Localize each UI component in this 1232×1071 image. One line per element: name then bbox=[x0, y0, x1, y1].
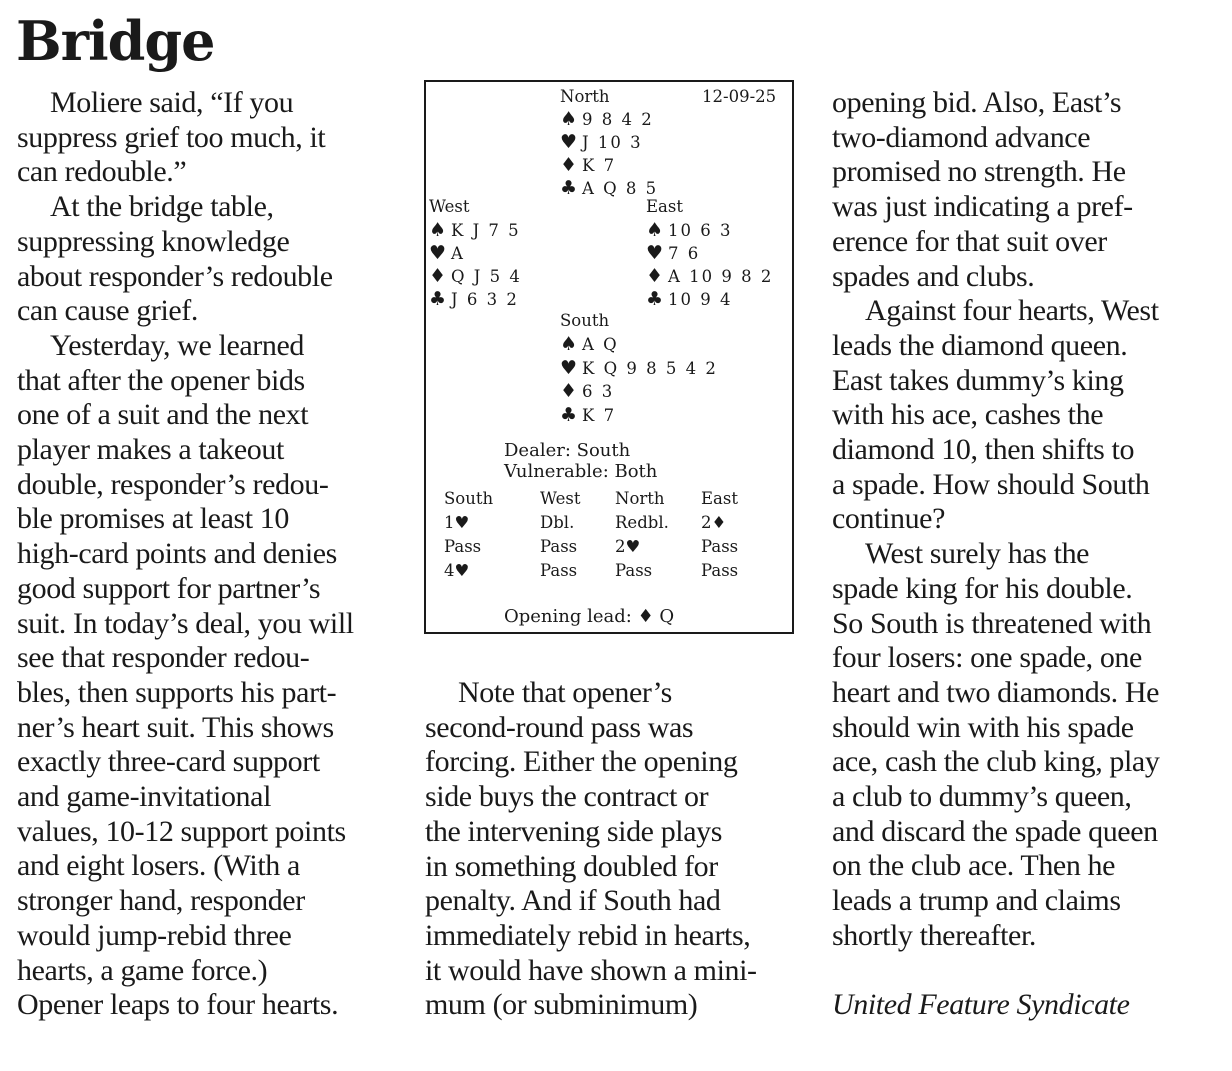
text-line: Note that opener’s bbox=[458, 676, 672, 709]
text-line: At the bridge table, bbox=[50, 190, 274, 224]
auction-bid: 2♦ bbox=[701, 513, 727, 532]
text-line: opening bid. Also, East’s bbox=[832, 86, 1122, 119]
text-line: it would have shown a mini- bbox=[425, 953, 757, 987]
auction-bid: 2♥ bbox=[615, 537, 641, 556]
text-line: leads a trump and claims bbox=[832, 884, 1121, 918]
text-line: can cause grief. bbox=[17, 294, 198, 328]
auction-bid: Pass bbox=[540, 537, 578, 556]
heart-icon: ♥ bbox=[429, 242, 447, 264]
spade-icon: ♠ bbox=[429, 219, 447, 241]
text-line: Opener leaps to four hearts. bbox=[17, 988, 339, 1022]
text-line: penalty. And if South had bbox=[425, 884, 721, 918]
auction-bid: Pass bbox=[444, 537, 482, 556]
text-line: in something doubled for bbox=[425, 849, 718, 883]
text-line: shortly thereafter. bbox=[832, 918, 1036, 952]
vulnerable-info: Vulnerable: Both bbox=[504, 461, 658, 482]
text-line: leads the diamond queen. bbox=[832, 328, 1128, 362]
text-line: one of a suit and the next bbox=[17, 398, 309, 432]
north-spades: ♠ 9 8 4 2 bbox=[560, 108, 654, 130]
text-line: bles, then supports his part- bbox=[17, 675, 337, 709]
diamond-icon: ♦ bbox=[429, 265, 447, 287]
east-diamonds: ♦ A 10 9 8 2 bbox=[646, 265, 774, 287]
text-line: about responder’s redouble bbox=[17, 259, 333, 293]
text-line: two-diamond advance bbox=[832, 120, 1091, 154]
auction-header: South bbox=[444, 489, 494, 508]
text-line: immediately rebid in hearts, bbox=[425, 918, 751, 952]
east-hearts: ♥ 7 6 bbox=[646, 242, 701, 264]
club-icon: ♣ bbox=[646, 288, 664, 310]
auction-bid: Dbl. bbox=[540, 513, 575, 532]
article-column-1 bbox=[17, 86, 407, 1023]
north-clubs: ♣ A Q 8 5 bbox=[560, 177, 659, 199]
text-line: and game-invitational bbox=[17, 780, 272, 814]
spade-icon: ♠ bbox=[560, 108, 578, 130]
text-line: forcing. Either the opening bbox=[425, 745, 738, 779]
text-line: exactly three-card support bbox=[17, 745, 320, 779]
text-line: diamond 10, then shifts to bbox=[832, 433, 1135, 467]
east-spades: ♠ 10 6 3 bbox=[646, 219, 733, 241]
north-hearts: ♥ J 10 3 bbox=[560, 131, 643, 153]
text-line: spades and clubs. bbox=[832, 259, 1035, 293]
auction-bid: Pass bbox=[615, 561, 653, 580]
text-line: suppress grief too much, it bbox=[17, 120, 326, 154]
auction-bid: 4♥ bbox=[444, 561, 470, 580]
east-label: East bbox=[646, 197, 683, 216]
south-diamonds: ♦ 6 3 bbox=[560, 380, 615, 402]
south-hearts: ♥ K Q 9 8 5 4 2 bbox=[560, 357, 718, 379]
south-label: South bbox=[560, 311, 610, 330]
spade-icon: ♠ bbox=[560, 333, 578, 355]
north-label: North bbox=[560, 87, 610, 106]
text-line: East takes dummy’s king bbox=[832, 363, 1124, 397]
east-clubs: ♣ 10 9 4 bbox=[646, 288, 733, 310]
text-line: and discard the spade queen bbox=[832, 814, 1158, 848]
south-spades: ♠ A Q bbox=[560, 333, 619, 355]
text-line: a spade. How should South bbox=[832, 467, 1150, 501]
text-line: on the club ace. Then he bbox=[832, 849, 1116, 883]
article-column-2 bbox=[425, 676, 815, 1023]
text-line: a club to dummy’s queen, bbox=[832, 780, 1132, 814]
text-line: that after the opener bids bbox=[17, 363, 305, 397]
text-line: stronger hand, responder bbox=[17, 884, 305, 918]
text-line: hearts, a game force.) bbox=[17, 953, 268, 987]
text-line: heart and two diamonds. He bbox=[832, 675, 1160, 709]
deal-date: 12-09-25 bbox=[702, 87, 777, 106]
text-line: second-round pass was bbox=[425, 710, 694, 744]
text-line: ner’s heart suit. This shows bbox=[17, 710, 334, 744]
bridge-deal-diagram bbox=[424, 80, 794, 634]
spade-icon: ♠ bbox=[646, 219, 664, 241]
auction-bid: Pass bbox=[701, 537, 739, 556]
auction-bid: Redbl. bbox=[615, 513, 669, 532]
text-line: double, responder’s redou- bbox=[17, 467, 329, 501]
text-line: high-card points and denies bbox=[17, 537, 337, 571]
auction-header: East bbox=[701, 489, 738, 508]
auction-header: North bbox=[615, 489, 665, 508]
south-clubs: ♣ K 7 bbox=[560, 404, 617, 426]
dealer-info: Dealer: South bbox=[504, 440, 631, 461]
west-label: West bbox=[429, 197, 470, 216]
page-title: Bridge bbox=[16, 9, 215, 73]
text-line: erence for that suit over bbox=[832, 224, 1107, 258]
west-diamonds: ♦ Q J 5 4 bbox=[429, 265, 522, 287]
text-line: player makes a takeout bbox=[17, 433, 284, 467]
club-icon: ♣ bbox=[429, 288, 447, 310]
text-line: spade king for his double. bbox=[832, 571, 1133, 605]
text-line: would jump-rebid three bbox=[17, 918, 292, 952]
text-line: Yesterday, we learned bbox=[50, 328, 305, 362]
text-line: see that responder redou- bbox=[17, 641, 310, 675]
club-icon: ♣ bbox=[560, 404, 578, 426]
diamond-icon: ♦ bbox=[560, 154, 578, 176]
text-line: mum (or subminimum) bbox=[425, 988, 698, 1022]
north-diamonds: ♦ K 7 bbox=[560, 154, 617, 176]
heart-icon: ♥ bbox=[646, 242, 664, 264]
text-line: can redouble.” bbox=[17, 155, 187, 189]
text-line: continue? bbox=[832, 502, 946, 536]
text-line: Against four hearts, West bbox=[865, 294, 1159, 328]
text-line: suppressing knowledge bbox=[17, 224, 290, 258]
text-line: with his ace, cashes the bbox=[832, 398, 1104, 432]
auction-bid: Pass bbox=[701, 561, 739, 580]
text-line: ace, cash the club king, play bbox=[832, 745, 1160, 779]
diamond-icon: ♦ bbox=[646, 265, 664, 287]
club-icon: ♣ bbox=[560, 177, 578, 199]
west-hearts: ♥ A bbox=[429, 242, 465, 264]
article-column-3 bbox=[832, 86, 1222, 1023]
text-line: So South is threatened with bbox=[832, 606, 1152, 640]
heart-icon: ♥ bbox=[560, 131, 578, 153]
diamond-icon: ♦ bbox=[560, 380, 578, 402]
text-line: West surely has the bbox=[865, 537, 1090, 571]
auction-bid: Pass bbox=[540, 561, 578, 580]
spacer bbox=[832, 954, 1222, 989]
text-line: values, 10-12 support points bbox=[17, 814, 346, 848]
text-line: promised no strength. He bbox=[832, 155, 1126, 189]
text-line: side buys the contract or bbox=[425, 780, 709, 814]
text-line: was just indicating a pref- bbox=[832, 190, 1133, 224]
text-line: Moliere said, “If you bbox=[50, 86, 294, 119]
text-line: ble promises at least 10 bbox=[17, 502, 290, 536]
heart-icon: ♥ bbox=[560, 357, 578, 379]
syndicate-credit: United Feature Syndicate bbox=[832, 988, 1130, 1022]
auction-header: West bbox=[540, 489, 581, 508]
text-line: should win with his spade bbox=[832, 710, 1134, 744]
text-line: good support for partner’s bbox=[17, 571, 321, 605]
west-spades: ♠ K J 7 5 bbox=[429, 219, 521, 241]
text-line: suit. In today’s deal, you will bbox=[17, 606, 354, 640]
text-line: the intervening side plays bbox=[425, 814, 723, 848]
west-clubs: ♣ J 6 3 2 bbox=[429, 288, 519, 310]
opening-lead: Opening lead: ♦ Q bbox=[504, 606, 675, 627]
text-line: and eight losers. (With a bbox=[17, 849, 300, 883]
auction-bid: 1♥ bbox=[444, 513, 470, 532]
text-line: four losers: one spade, one bbox=[832, 641, 1142, 675]
